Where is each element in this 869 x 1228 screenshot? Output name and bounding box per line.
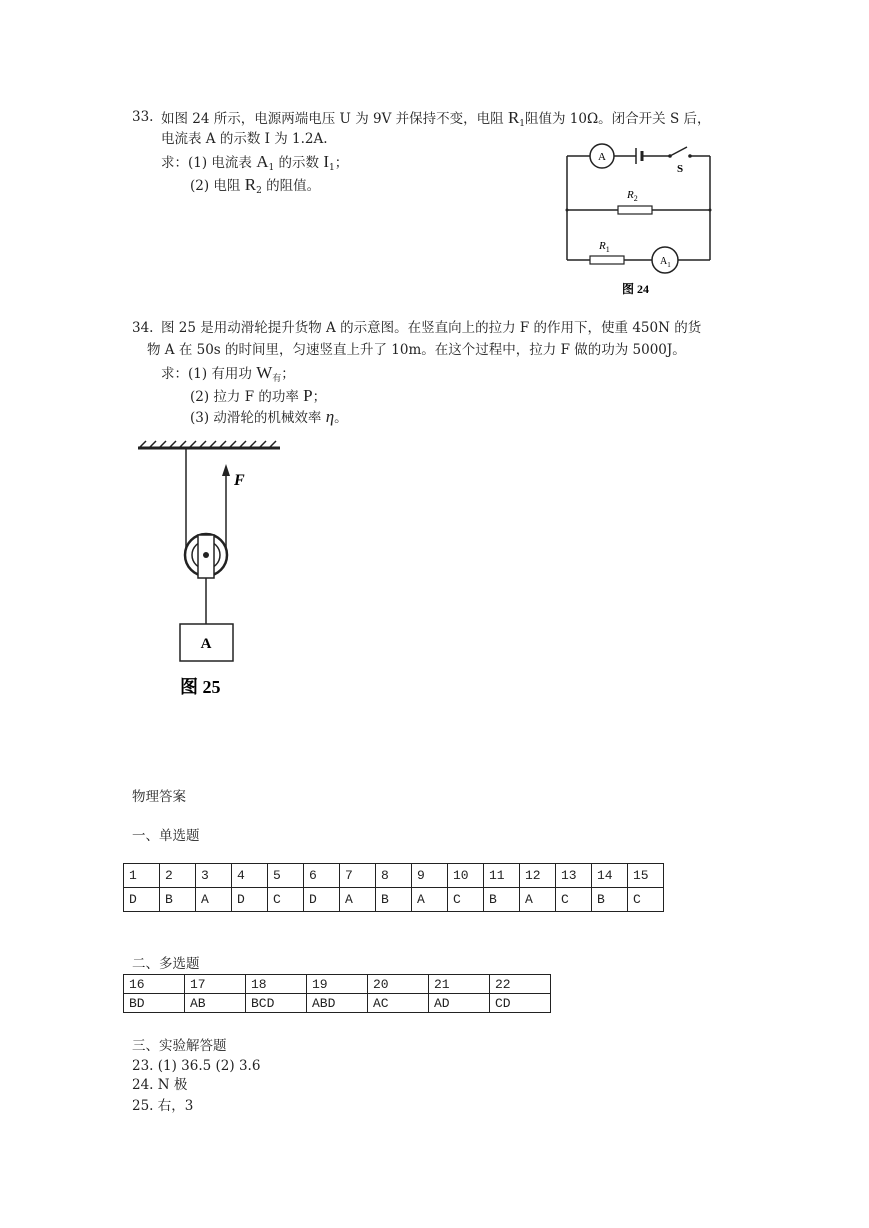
table-cell: B (376, 888, 412, 912)
table-cell: A (412, 888, 448, 912)
table-cell: C (268, 888, 304, 912)
section-multi-choice: 二、多选题 (132, 956, 200, 972)
table-cell: AB (185, 994, 246, 1013)
table-cell: 16 (124, 975, 185, 994)
figure-25-caption: 图 25 (180, 677, 221, 697)
table-cell: A (520, 888, 556, 912)
svg-text:A1: $A_1$ (660, 256, 671, 269)
svg-text:S: S (677, 163, 684, 175)
single-choice-table (123, 863, 664, 912)
table-cell: B (484, 888, 520, 912)
table-cell: 15 (628, 864, 664, 888)
ammeter-a (590, 144, 614, 168)
section-experiment: 三、实验解答题 (132, 1038, 227, 1054)
resistor-r2 (618, 189, 652, 214)
switch-s (668, 147, 692, 175)
svg-text:F: F (234, 472, 245, 489)
table-cell: AC (368, 994, 429, 1013)
table-cell: B (160, 888, 196, 912)
svg-text:A: A (598, 151, 606, 163)
answers-title: 物理答案 (132, 789, 186, 805)
table-cell: 5 (268, 864, 304, 888)
table-cell: AD (429, 994, 490, 1013)
table-cell: D (124, 888, 160, 912)
table-row (124, 975, 551, 994)
q33-ask1: 求：(1) 电流表 $A_1$ 的示数 $I_1$； (161, 152, 349, 173)
junction-left (566, 209, 569, 212)
q33-ask2: (2) 电阻 $R_2$ 的阻值。 (190, 175, 321, 196)
table-cell: 8 (376, 864, 412, 888)
table-cell: 20 (368, 975, 429, 994)
ceiling (138, 441, 280, 448)
load-block-a (180, 624, 233, 661)
q34-ask2: (2) 拉力 F 的功率 P； (190, 386, 327, 405)
table-cell: 17 (185, 975, 246, 994)
table-cell: 3 (196, 864, 232, 888)
pulley-figure-25 (130, 440, 300, 710)
q34-number: 34. (132, 320, 154, 336)
junction-right (709, 209, 712, 212)
table-cell: 4 (232, 864, 268, 888)
table-cell: BCD (246, 994, 307, 1013)
q33-line1: 如图 24 所示，电源两端电压 U 为 9V 并保持不变，电阻 $R_1$阻值为 10Ω。闭合开关 S 后， (161, 108, 711, 129)
resistor-r1 (590, 240, 624, 264)
table-cell: D (304, 888, 340, 912)
answer-item: 25. 右，3 (132, 1098, 194, 1114)
table-cell: 18 (246, 975, 307, 994)
table-cell: C (556, 888, 592, 912)
table-cell: B (592, 888, 628, 912)
table-cell: 14 (592, 864, 628, 888)
battery-symbol (636, 148, 642, 164)
q34-line1: 图 25 是用动滑轮提升货物 A 的示意图。在竖直向上的拉力 F 的作用下，使重 450N 的货 (161, 320, 702, 336)
svg-text:R1: $R_1$ (599, 240, 610, 254)
table-cell: 12 (520, 864, 556, 888)
table-cell: 1 (124, 864, 160, 888)
table-cell: 21 (429, 975, 490, 994)
table-cell: 19 (307, 975, 368, 994)
table-cell: 22 (490, 975, 551, 994)
svg-text:A: A (200, 636, 212, 652)
answer-item: 24. N 极 (132, 1077, 188, 1093)
ammeter-a1 (652, 247, 678, 273)
table-cell: A (340, 888, 376, 912)
table-cell: 11 (484, 864, 520, 888)
pulley-wheel (185, 534, 227, 578)
table-cell: 7 (340, 864, 376, 888)
table-cell: 6 (304, 864, 340, 888)
table-cell: C (448, 888, 484, 912)
section-single-choice: 一、单选题 (132, 828, 200, 844)
multi-choice-table (123, 974, 551, 1013)
table-cell: CD (490, 994, 551, 1013)
q34-ask1: 求：(1) 有用功 $W_有$； (161, 363, 295, 384)
q33-line2: 电流表 A 的示数 I 为 1.2A. (161, 131, 328, 147)
table-cell: A (196, 888, 232, 912)
q34-line2: 物 A 在 50s 的时间里，匀速竖直上升了 10m。在这个过程中，拉力 F 做的功为 5000J。 (147, 342, 686, 358)
q34-ask3: (3) 动滑轮的机械效率 η。 (190, 407, 348, 426)
circuit-figure-24 (560, 138, 720, 303)
q33-number: 33. (132, 109, 154, 125)
table-cell: 10 (448, 864, 484, 888)
table-cell: C (628, 888, 664, 912)
table-cell: 13 (556, 864, 592, 888)
table-cell: BD (124, 994, 185, 1013)
svg-text:R2: $R_2$ (627, 189, 638, 203)
table-cell: 2 (160, 864, 196, 888)
figure-24-caption: 图 24 (622, 282, 650, 296)
table-cell: ABD (307, 994, 368, 1013)
answer-item: 23. (1) 36.5 (2) 3.6 (132, 1058, 261, 1074)
table-cell: D (232, 888, 268, 912)
table-cell: 9 (412, 864, 448, 888)
table-row (124, 864, 664, 888)
table-row (124, 994, 551, 1013)
table-row (124, 888, 664, 912)
